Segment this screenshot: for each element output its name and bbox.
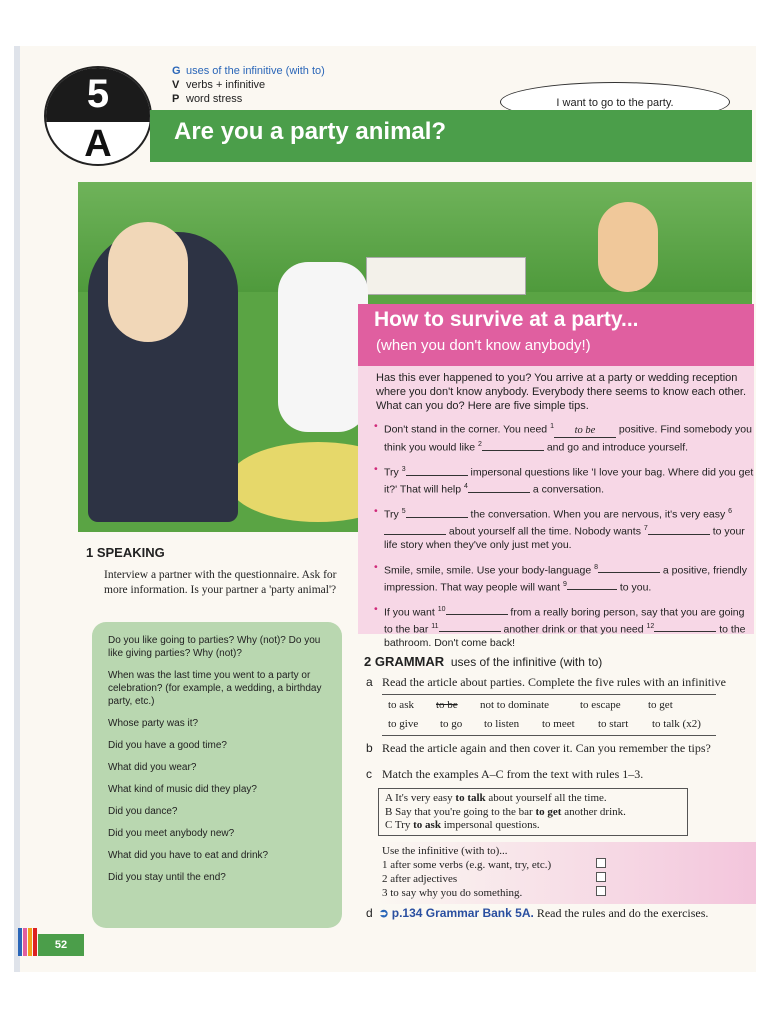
article-subtitle: (when you don't know anybody!) [376,337,591,354]
word: to give [388,718,419,730]
word: to start [598,718,629,730]
grammar-bank-link[interactable]: p.134 Grammar Bank 5A. [391,906,534,920]
page-title: Are you a party animal? [174,118,447,145]
word: not to dominate [480,699,550,711]
grammar-heading: 2 GRAMMAR uses of the infinitive (with to) [364,654,603,669]
rule-2-checkbox[interactable] [596,872,606,882]
page-number: 52 [38,934,84,956]
unit-letter: A [84,123,112,165]
tip-1: • Don't stand in the corner. You need $^1$ to be positive. Find somebody you think you would like $^2$ and go and introduce yourself. [372,420,754,455]
gap-5[interactable] [406,517,468,518]
article-intro: Has this ever happened to you? You arrive at a party or wedding reception where you don't know anybody. Everybody there seems to know each other. What can you do? Here are five simple tips. [376,372,746,412]
question: What kind of music did they play? [108,784,257,795]
speaking-heading: 1 SPEAKING [86,545,165,560]
example-c: C Try to ask impersonal questions. [385,819,540,831]
question: Did you stay until the end? [108,872,226,883]
word: to ask [388,699,414,711]
page-tabs [18,928,38,956]
example-a: A It's very easy to talk about yourself all the time. [385,792,607,804]
gap-11[interactable] [439,631,501,632]
question: Whose party was it? [108,718,199,729]
example-b: B Say that you're going to the bar to get another drink. [385,805,626,818]
focus-grammar: uses of the infinitive (with to) [186,65,325,77]
rule-1-checkbox[interactable] [596,858,606,868]
question: When was the last time you went to a party or celebration? (for example, a wedding, a birthday party, etc.) [108,670,322,707]
question: Did you meet anybody new? [108,828,235,839]
question: What did you have to eat and drink? [108,850,269,861]
unit-badge [44,66,152,166]
tip-5: • If you want $^{10}$ from a really boring person, say that you are going to the bar $^{11}$ another drink or that you need $^{12}$ to the bathroom. Don't come back! [372,603,754,651]
question: What did you wear? [108,762,197,773]
word: to go [440,718,463,730]
grammar-task-b: b Read the article again and then cover it. Can you remember the tips? [366,741,711,755]
buffet-table [366,257,526,295]
focus-v-key: V [172,79,180,91]
gap-1[interactable]: to be [554,424,616,439]
word: to listen [484,718,520,730]
speech-bubble: I want to go to the party. [500,82,730,122]
focus-p-key: P [172,93,180,105]
gap-8[interactable] [598,572,660,573]
speaking-instruction: Interview a partner with the questionnaire. Ask for more information. Is your partner a 'party animal'? [104,569,337,596]
grammar-task-a: a Read the article about parties. Complete the five rules with an infinitive [366,675,726,689]
gap-6[interactable] [384,534,446,535]
examples-box [378,788,688,836]
word: to get [648,699,673,711]
focus-pronunciation: word stress [186,93,243,105]
guest-woman [598,202,658,292]
tips-list [372,420,754,658]
man-face [108,222,188,342]
grammar-task-d: d ➲ p.134 Grammar Bank 5A. Read the rules and do the exercises. [366,906,709,920]
word-box [382,694,716,736]
tip-2: • Try $^3$ impersonal questions like 'I love your bag. Where did you get it?' That will help $^4$ a conversation. [372,463,754,497]
rule-1: 1 after some verbs (e.g. want, try, etc.) [382,859,552,871]
arrow-circle-icon: ➲ [378,906,389,920]
lesson-focus [172,64,325,106]
grammar-task-c: c Match the examples A–C from the text with rules 1–3. [366,767,644,781]
word: to meet [542,718,575,730]
unit-number: 5 [86,72,110,116]
focus-g-key: G [172,65,181,77]
question: Do you like going to parties? Why (not)? Do you like giving parties? Why (not)? [108,635,321,659]
word-used: to be [436,699,458,711]
gap-2[interactable] [482,450,544,451]
gap-7[interactable] [648,534,710,535]
rule-2: 2 after adjectives [382,873,458,885]
questionnaire-box [92,622,342,928]
article-title: How to survive at a party... [374,308,639,331]
word: to escape [580,699,621,711]
tip-3: • Try $^5$ the conversation. When you are nervous, it's very easy $^6$ about yourself all the time. Nobody wants $^7$ to your life story when they've only just met you. [372,505,754,553]
gap-9[interactable] [567,589,617,590]
gap-3[interactable] [406,475,468,476]
dancing-couple [278,262,368,432]
rules-box [376,842,756,904]
focus-vocabulary: verbs + infinitive [186,79,266,91]
rules-title: Use the infinitive (with to)... [382,845,508,857]
rule-3-checkbox[interactable] [596,886,606,896]
question: Did you dance? [108,806,178,817]
gap-4[interactable] [468,492,530,493]
rule-3: 3 to say why you do something. [382,887,523,899]
word: to talk (x2) [652,718,701,730]
question: Did you have a good time? [108,740,227,751]
gap-10[interactable] [446,614,508,615]
tip-4: • Smile, smile, smile. Use your body-language $^8$ a positive, friendly impression. That way people will want $^9$ to you. [372,561,754,595]
gap-12[interactable] [654,631,716,632]
